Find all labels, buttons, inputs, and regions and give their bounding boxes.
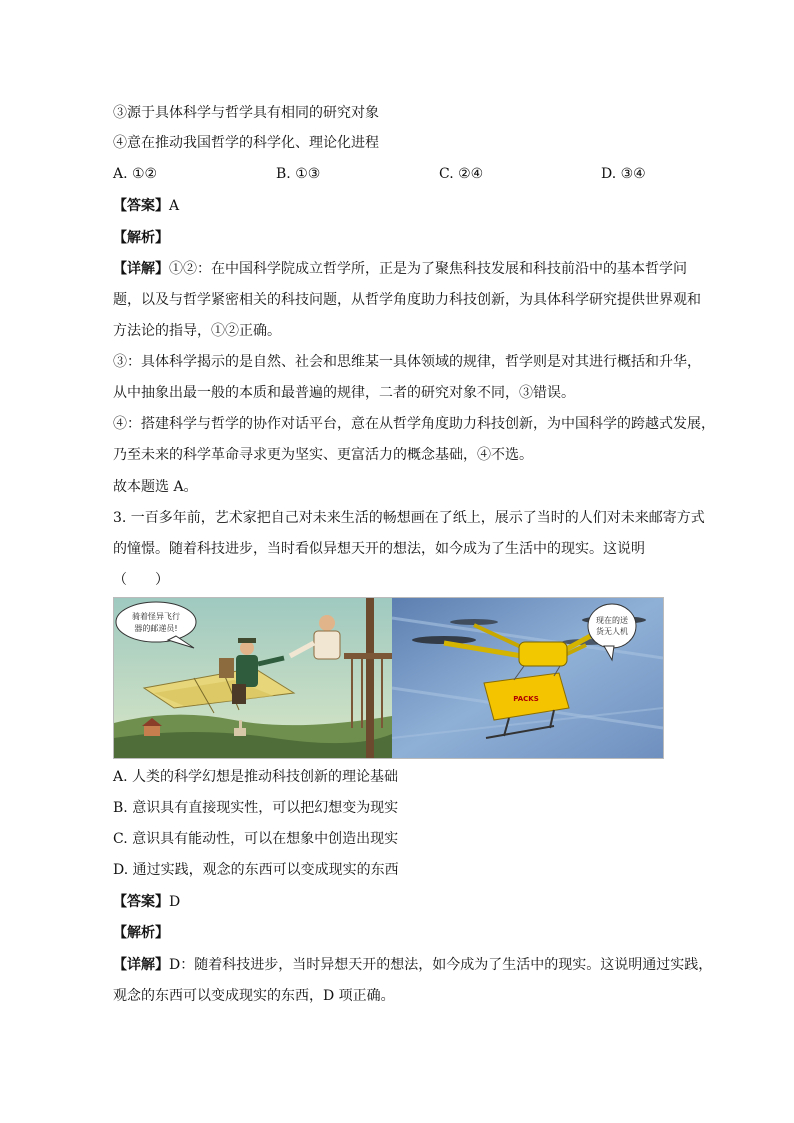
answer-value: D bbox=[169, 894, 181, 910]
q2-detail-line-6: ④：搭建科学与哲学的协作对话平台，意在从哲学角度助力科技创新，为中国科学的跨越式发展， bbox=[113, 416, 715, 432]
q3-option-a: A. 人类的科学幻想是推动科技创新的理论基础 bbox=[113, 769, 399, 785]
q3-detail-line-2: 观念的东西可以变成现实的东西，D 项正确。 bbox=[113, 988, 395, 1004]
illustration-svg bbox=[114, 598, 663, 758]
q2-choices bbox=[113, 164, 673, 184]
left-bubble-line-1: 骑着怪异飞行 bbox=[132, 612, 180, 621]
q3-illustration bbox=[113, 597, 664, 759]
q2-detail-line-1 bbox=[113, 259, 687, 279]
q2-answer bbox=[113, 196, 179, 216]
q3-stem-line-2: 的憧憬。随着科技进步，当时看似异想天开的想法，如今成为了生活中的现实。这说明 bbox=[113, 541, 645, 557]
q2-detail-line-2: 题，以及与哲学紧密相关的科技问题，从哲学角度助力科技创新，为具体科学研究提供世界观和 bbox=[113, 292, 701, 308]
q2-analysis-label: 【解析】 bbox=[113, 230, 169, 246]
left-bubble-line-2: 器的邮递员! bbox=[134, 624, 178, 633]
answer-label: 【答案】 bbox=[113, 894, 169, 910]
right-bubble-line-1: 现在的送 bbox=[596, 616, 628, 625]
q3-stem-line-1: 3. 一百多年前，艺术家把自己对未来生活的畅想画在了纸上，展示了当时的人们对未来邮寄方式 bbox=[113, 510, 705, 526]
q3-analysis-label: 【解析】 bbox=[113, 925, 169, 941]
q2-detail-line-5: 从中抽象出最一般的本质和最普遍的规律，二者的研究对象不同，③错误。 bbox=[113, 385, 575, 401]
vintage-postman-panel bbox=[114, 598, 392, 758]
q3-option-d: D. 通过实践，观念的东西可以变成现实的东西 bbox=[113, 862, 399, 878]
answer-value: A bbox=[169, 198, 180, 214]
choice-a: A. ①② bbox=[113, 166, 158, 182]
q2-detail-line-3: 方法论的指导，①②正确。 bbox=[113, 323, 281, 339]
drone-photo-panel bbox=[392, 598, 663, 758]
drone-package-label: PACKS bbox=[513, 695, 539, 703]
option-3-statement: ③源于具体科学与哲学具有相同的研究对象 bbox=[113, 105, 379, 121]
q2-detail-line-7: 乃至未来的科学革命寻求更为坚实、更富活力的概念基础，④不选。 bbox=[113, 447, 533, 463]
detail-text: D：随着科技进步，当时异想天开的想法，如今成为了生活中的现实。这说明通过实践， bbox=[169, 957, 713, 973]
q3-option-b: B. 意识具有直接现实性，可以把幻想变为现实 bbox=[113, 800, 399, 816]
q3-option-c: C. 意识具有能动性，可以在想象中创造出现实 bbox=[113, 831, 399, 847]
option-4-statement: ④意在推动我国哲学的科学化、理论化进程 bbox=[113, 135, 379, 151]
q2-conclusion: 故本题选 A。 bbox=[113, 479, 198, 495]
detail-text: ①②：在中国科学院成立哲学所，正是为了聚焦科技发展和科技前沿中的基本哲学问 bbox=[169, 261, 687, 277]
q3-detail-line-1 bbox=[113, 955, 712, 975]
right-bubble-line-2: 货无人机 bbox=[596, 627, 628, 636]
q3-answer bbox=[113, 892, 180, 912]
q2-detail-line-4: ③：具体科学揭示的是自然、社会和思维某一具体领域的规律，哲学则是对其进行概括和升华， bbox=[113, 354, 701, 370]
q3-stem-line-3: （ ） bbox=[113, 572, 169, 588]
choice-b: B. ①③ bbox=[276, 166, 321, 182]
detail-label: 【详解】 bbox=[113, 261, 169, 277]
detail-label: 【详解】 bbox=[113, 957, 169, 973]
choice-c: C. ②④ bbox=[439, 166, 484, 182]
answer-label: 【答案】 bbox=[113, 198, 169, 214]
choice-d: D. ③④ bbox=[601, 166, 646, 182]
